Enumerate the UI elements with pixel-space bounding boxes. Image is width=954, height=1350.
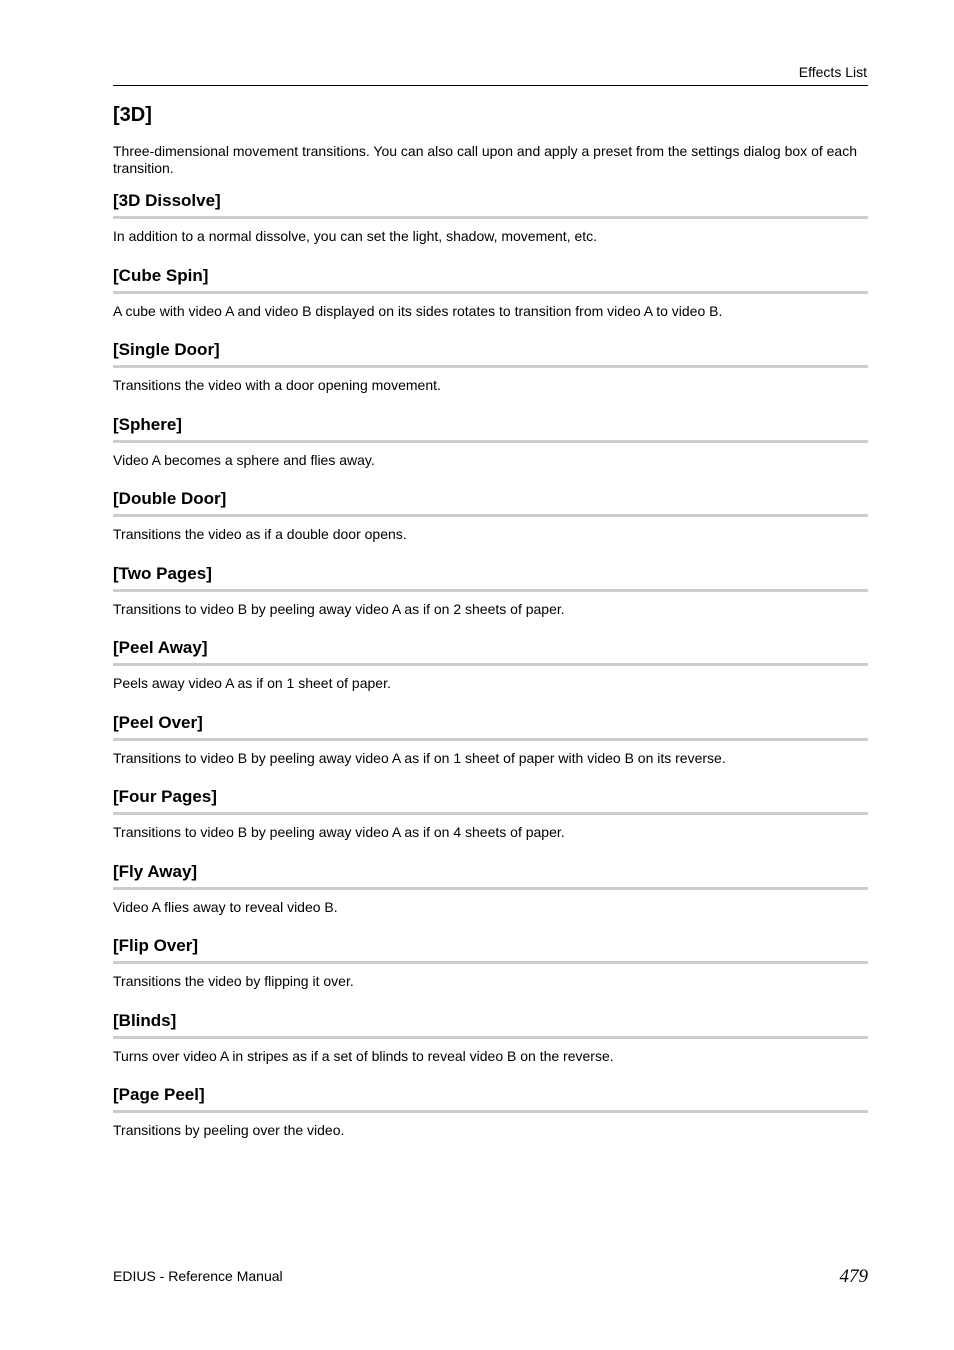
effect-entry-peel-away [113, 636, 868, 711]
effect-entry-double-door [113, 487, 868, 562]
effect-name: [Four Pages] [113, 785, 868, 815]
effect-entry-two-pages [113, 562, 868, 637]
page-number: 479 [839, 1266, 868, 1287]
effect-description: Transitions by peeling over the video. [113, 1122, 345, 1138]
effect-description: Transitions the video by flipping it over. [113, 973, 354, 989]
effect-name: [Flip Over] [113, 934, 868, 964]
effect-name: [3D Dissolve] [113, 189, 868, 219]
effect-name: [Two Pages] [113, 562, 868, 592]
effect-entry-3d-dissolve [113, 189, 868, 264]
running-header: Effects List [798, 64, 867, 80]
effect-description: Transitions the video as if a double door opens. [113, 526, 407, 542]
effect-description: Peels away video A as if on 1 sheet of paper. [113, 675, 391, 691]
effect-name: [Peel Over] [113, 711, 868, 741]
page-content [113, 102, 868, 1158]
effect-description: Transitions to video B by peeling away video A as if on 4 sheets of paper. [113, 824, 565, 840]
effect-name: [Single Door] [113, 338, 868, 368]
effect-description: Transitions to video B by peeling away video A as if on 2 sheets of paper. [113, 600, 565, 617]
effect-entry-cube-spin [113, 264, 868, 339]
effect-description: Turns over video A in stripes as if a set of blinds to reveal video B on the reverse. [113, 1047, 614, 1064]
header-rule [113, 85, 868, 86]
effect-description: In addition to a normal dissolve, you can set the light, shadow, movement, etc. [113, 228, 598, 244]
effect-entry-fly-away [113, 860, 868, 935]
effect-description: Video A flies away to reveal video B. [113, 898, 338, 915]
effect-name: [Double Door] [113, 487, 868, 517]
effect-description: A cube with video A and video B displayed on its sides rotates to transition from video A to video B. [113, 302, 723, 319]
effect-entry-page-peel [113, 1083, 868, 1158]
effect-entry-single-door [113, 338, 868, 413]
effect-name: [Fly Away] [113, 860, 868, 890]
effect-description: Transitions the video with a door opening movement. [113, 377, 441, 393]
effect-description: Video A becomes a sphere and flies away. [113, 451, 375, 468]
effect-entry-blinds [113, 1009, 868, 1084]
effect-name: [Cube Spin] [113, 264, 868, 294]
effect-name: [Peel Away] [113, 636, 868, 666]
effect-entry-sphere [113, 413, 868, 488]
effect-name: [Sphere] [113, 413, 868, 443]
effect-name: [Blinds] [113, 1009, 868, 1039]
effect-entry-four-pages [113, 785, 868, 860]
chapter-intro: Three-dimensional movement transitions. You can also call upon and apply a preset from the settings dialog box of each transition. [113, 143, 857, 176]
effect-entry-peel-over [113, 711, 868, 786]
chapter-title: [3D] [113, 104, 152, 126]
footer-manual-title: EDIUS - Reference Manual [113, 1268, 283, 1284]
effect-description: Transitions to video B by peeling away video A as if on 1 sheet of paper with video B on its reverse. [113, 749, 726, 766]
effect-entry-flip-over [113, 934, 868, 1009]
effect-name: [Page Peel] [113, 1083, 868, 1113]
